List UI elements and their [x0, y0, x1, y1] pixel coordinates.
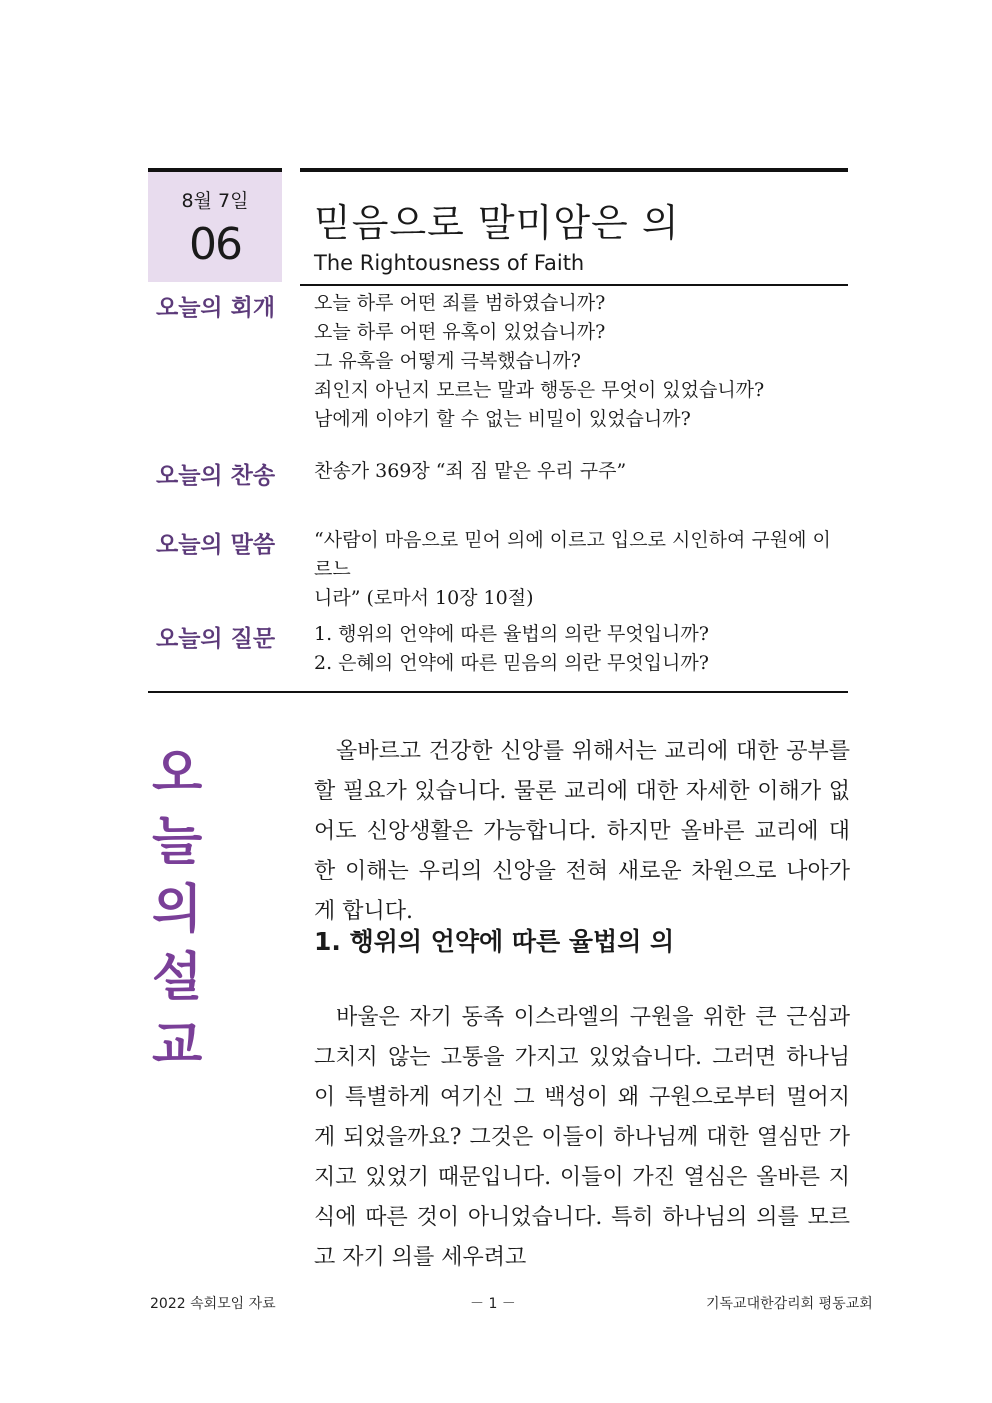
vertical-char: 늘 [152, 812, 203, 872]
section-body [314, 526, 848, 613]
date-box [148, 168, 282, 282]
section-hymn [148, 457, 848, 487]
section-body [314, 620, 848, 678]
text-line: “사람이 마음으로 믿어 의에 이르고 입으로 시인하여 구원에 이르느 [314, 529, 831, 580]
text-line: 1. 행위의 언약에 따른 율법의 의란 무엇입니까? [314, 623, 709, 645]
section-divider [148, 691, 848, 693]
section-label: 오늘의 찬송 [156, 463, 276, 489]
vertical-char: 의 [152, 880, 203, 940]
text-line: 찬송가 369장 “죄 짐 맡은 우리 구주” [314, 460, 627, 482]
page-title: 믿음으로 말미암은 의 [314, 201, 680, 245]
title-block [300, 168, 848, 286]
sermon-vertical-title [152, 740, 202, 1080]
text-line: 오늘 하루 어떤 유혹이 있었습니까? [314, 321, 606, 343]
section-scripture [148, 526, 848, 609]
page-number: － 1 － [470, 1296, 516, 1312]
page-subtitle: The Rightousness of Faith [314, 251, 585, 275]
section-label: 오늘의 회개 [156, 295, 276, 321]
vertical-char: 교 [152, 1016, 203, 1076]
section-body [314, 457, 848, 486]
text-line: 오늘 하루 어떤 죄를 범하였습니까? [314, 292, 606, 314]
text-line: 남에게 이야기 할 수 없는 비밀이 있었습니까? [314, 408, 691, 430]
footer-left: 2022 속회모임 자료 [150, 1296, 276, 1312]
text-line: 니라” (로마서 10장 10절) [314, 587, 534, 609]
section-label: 오늘의 말씀 [156, 532, 276, 558]
lesson-date: 8월 7일 [181, 190, 249, 212]
sermon-intro [314, 732, 850, 932]
lesson-number: 06 [189, 219, 241, 270]
section-repentance [148, 289, 848, 439]
vertical-char: 오 [152, 744, 203, 804]
text-line: 2. 은혜의 언약에 따른 믿음의 의란 무엇입니까? [314, 652, 709, 674]
sermon-body [314, 998, 850, 1278]
sermon-paragraph: 바울은 자기 동족 이스라엘의 구원을 위한 큰 근심과 그치지 않는 고통을 가지고 있었습니다. 그러면 하나님이 특별하게 여기신 그 백성이 왜 구원으로부터 멀어지게 되었을까요? 그것은 이들이 하나님께 대한 열심만 가지고 있었기 때문입니다. 이들이 가진 열심은 올바른 지식에 따른 것이 아니었습니다. 특히 하나님의 의를 모르고 자기 의를 세우려고 [314, 1005, 850, 1270]
section-questions [148, 620, 848, 680]
section-body [314, 289, 848, 434]
vertical-char: 설 [152, 948, 203, 1008]
text-line: 그 유혹을 어떻게 극복했습니까? [314, 350, 581, 372]
section-label: 오늘의 질문 [156, 626, 276, 652]
text-line: 죄인지 아닌지 모르는 말과 행동은 무엇이 있었습니까? [314, 379, 765, 401]
sermon-heading: 1. 행위의 언약에 따른 율법의 의 [314, 927, 675, 956]
sermon-paragraph: 올바르고 건강한 신앙를 위해서는 교리에 대한 공부를 할 필요가 있습니다. 물론 교리에 대한 자세한 이해가 없어도 신앙생활은 가능합니다. 하지만 올바른 교리에 대한 이해는 우리의 신앙을 전혀 새로운 차원으로 나아가게 합니다. [314, 739, 850, 924]
footer-right: 기독교대한감리회 평동교회 [706, 1296, 873, 1312]
